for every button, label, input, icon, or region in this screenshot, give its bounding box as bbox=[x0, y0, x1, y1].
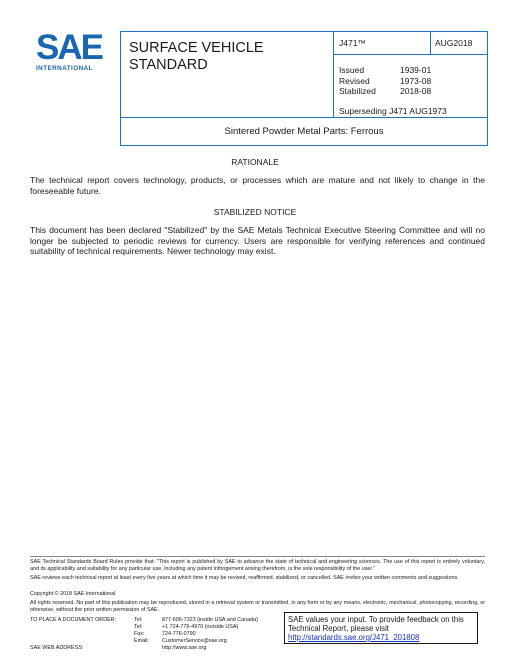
order-label: TO PLACE A DOCUMENT ORDER: bbox=[30, 617, 117, 623]
document-subtitle: Sintered Powder Metal Parts: Ferrous bbox=[120, 118, 488, 146]
document-history bbox=[334, 55, 487, 117]
contact-value: 877-606-7323 (inside USA and Canada) bbox=[162, 617, 258, 623]
history-label: Issued bbox=[339, 65, 365, 75]
footer-copyright: Copyright © 2018 SAE International bbox=[30, 591, 116, 597]
document-type bbox=[121, 32, 334, 117]
history-value: 1973-08 bbox=[400, 75, 432, 86]
footer-rules: SAE Technical Standards Board Rules provide that: "This report is published by SAE to advance the state of technical and engineering sciences. The use of this report is entirely voluntary, and its applicability and suitability for any particular use, including any patent infringement arising therefrom, is the sole responsibility of the user." bbox=[30, 559, 485, 572]
history-label: Revised bbox=[339, 75, 370, 86]
history-value: 1939-01 bbox=[400, 65, 432, 75]
document-number: J471™ bbox=[334, 32, 431, 55]
contact-key: Email: bbox=[134, 638, 149, 644]
history-row bbox=[339, 86, 487, 97]
history-label: Stabilized bbox=[339, 86, 376, 96]
header-box bbox=[120, 31, 488, 118]
contact-key: Tel: bbox=[134, 624, 143, 630]
rationale-heading: RATIONALE bbox=[231, 157, 279, 167]
feedback-box bbox=[284, 612, 478, 644]
web-address: http://www.sae.org bbox=[162, 645, 207, 651]
history-value: 2018-08 bbox=[400, 86, 432, 96]
sae-logo bbox=[30, 30, 110, 78]
logo-org-name: INTERNATIONAL bbox=[36, 65, 93, 72]
feedback-text: SAE values your input. To provide feedback on this Technical Report, please visit bbox=[288, 615, 464, 633]
rationale-text: The technical report covers technology, products, or processes which are mature and not likely to change in the foreseeable future. bbox=[30, 175, 485, 196]
contact-key: Tel: bbox=[134, 617, 143, 623]
footer-review: SAE reviews each technical report at least every five years at which time it may be revised, reaffirmed, stabilized, or cancelled. SAE invites your written comments and suggestions. bbox=[30, 575, 459, 581]
document-date: AUG2018 bbox=[431, 32, 487, 55]
stabilized-text: This document has been declared "Stabilized" by the SAE Metals Technical Executive Steering Committee and will no longer be subjected to periodic reviews for currency. Users are responsible for verifying references and continued suitability of technical requirements. Newer technology may exist. bbox=[30, 225, 485, 256]
history-row bbox=[339, 76, 487, 87]
title-line-2: STANDARD bbox=[129, 57, 208, 73]
footer-rights: All rights reserved. No part of this publication may be reproduced, stored in a retrieval system or transmitted, in any form or by any means, electronic, mechanical, photocopying, recording, or otherwise, without the prior written permission of SAE. bbox=[30, 600, 485, 613]
stabilized-heading: STABILIZED NOTICE bbox=[213, 207, 297, 217]
title-line-1: SURFACE VEHICLE bbox=[129, 40, 264, 56]
feedback-link[interactable]: http://standards.sae.org/J471_201808 bbox=[288, 633, 420, 642]
logo-letters: SAE bbox=[36, 28, 102, 67]
contact-value: CustomerService@sae.org bbox=[162, 638, 227, 644]
history-row bbox=[339, 65, 487, 76]
superseding-note: Superseding J471 AUG1973 bbox=[339, 105, 447, 116]
web-label: SAE WEB ADDRESS: bbox=[30, 645, 84, 651]
contact-key: Fax: bbox=[134, 631, 145, 637]
contact-value: +1 724-776-4970 (outside USA) bbox=[162, 624, 239, 630]
contact-value: 724-776-0790 bbox=[162, 631, 196, 637]
footer-divider bbox=[30, 556, 485, 557]
